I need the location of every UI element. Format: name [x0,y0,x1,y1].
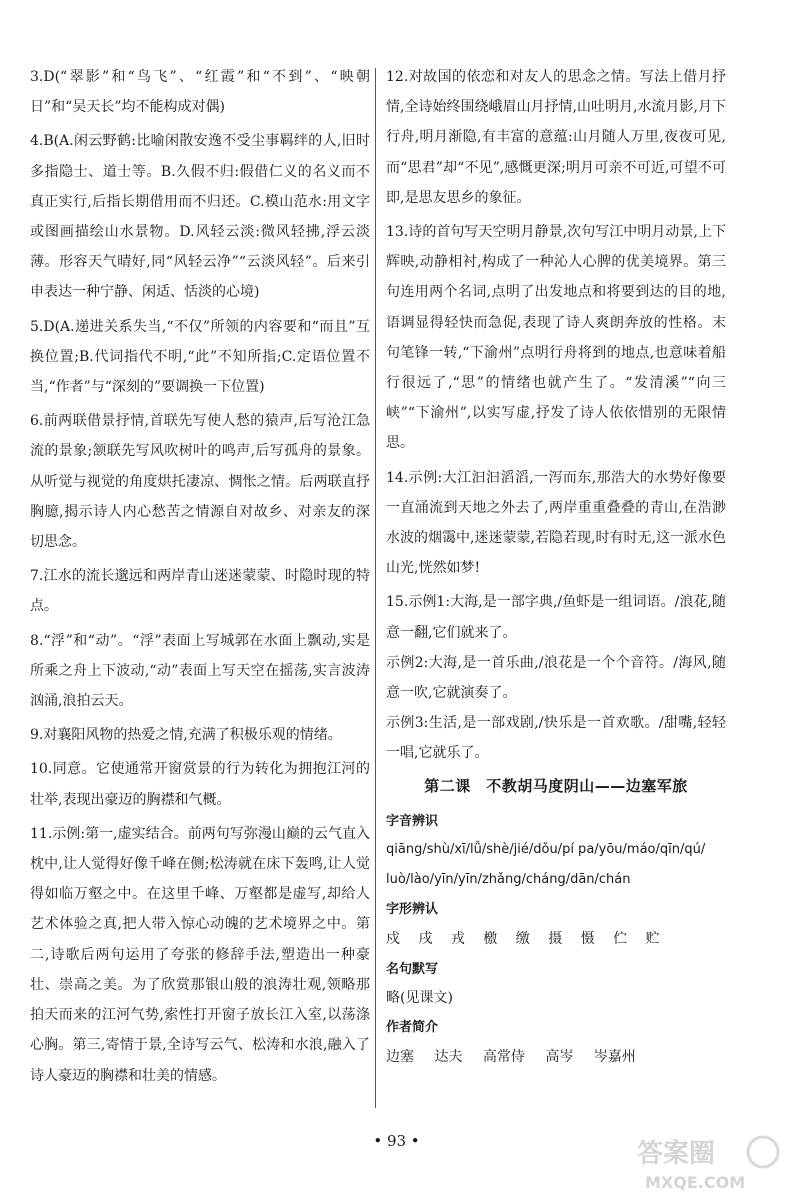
quote-answer: 略(见课文) [386,989,453,1006]
column-divider [375,68,376,1108]
right-column [386,62,726,1073]
answer-item-7: 7.江水的流长邈远和两岸青山迷迷蒙蒙、时隐时现的特点。 [30,568,370,615]
answer-item-10: 10.同意。它使通常开窗赏景的行为转化为拥抱江河的壮举,表现出豪迈的胸襟和气概。 [30,761,370,808]
author-heading: 作者简介 [386,1019,439,1035]
page-number: • 93 • [373,1132,420,1150]
answer-item-15-example-1: 15.示例1:大海,是一部字典,/鱼虾是一组词语。/浪花,随意一翻,它们就来了。 [386,594,726,641]
answer-item-15-example-2: 示例2:大海,是一首乐曲,/浪花是一个个音符。/海风,随意一吹,它就演奏了。 [386,654,726,702]
answer-item-13: 13.诗的首句写天空明月静景,次句写江中明月动景,上下辉映,动静相衬,构成了一种沁人心脾的优美境界。第三句连用两个名词,点明了出发地点和将要到达的目的地,语调显得轻快而急促,表现了诗人爽朗奔放的性格。末句笔锋一转,“下渝州”点明行舟将到的地点,也意味着船行很远了,“思”的情绪也就产生了。“发清溪”“向三峡”“下渝州”,以实写虚,抒发了诗人依依惜别的无限情思。 [386,224,726,452]
answer-item-9: 9.对襄阳风物的热爱之情,充满了积极乐观的情绪。 [30,727,342,744]
left-column [30,62,370,1091]
answer-item-5: 5.D(A.递进关系失当,“不仅”所领的内容要和“而且”互换位置;B.代词指代不明,“此”不知所指;C.定语位置不当,“作者”与“深刻的”要调换一下位置) [30,318,370,396]
watermark-logo [635,1132,785,1194]
watermark-url: MXQE.COM [645,1173,746,1192]
answer-item-3: 3.D(“翠影”和“鸟飞”、“红霞”和“不到”、“映朝日”和“吴天长”均不能构成对偶) [30,69,370,116]
glyph-heading: 字形辨认 [386,901,439,917]
answer-item-11: 11.示例:第一,虚实结合。前两句写弥漫山巅的云气直入枕中,让人觉得好像千峰在侧;松涛就在床下轰鸣,让人觉得如临万壑之中。在这里千峰、万壑都是虚写,却给人艺术体验之真,把人带入惊心动魄的艺术境界之中。第二,诗歌后两句运用了夸张的修辞手法,塑造出一种豪壮、崇高之美。为了欣赏那银山般的浪涛壮观,领略那拍天而来的江河气势,索性打开窗子放长江入室,以荡涤心胸。第三,寄情于景,全诗写云气、松涛和水浪,融入了诗人豪迈的胸襟和壮美的情感。 [30,825,370,1084]
quote-heading: 名句默写 [386,961,439,977]
pinyin-heading: 字音辨识 [386,813,439,829]
answer-item-6: 6.前两联借景抒情,首联先写使人愁的猿声,后写沧江急流的景象;颔联先写风吹树叶的鸣声,后写孤舟的景象。从听觉与视觉的角度烘托凄凉、惆怅之情。后两联直抒胸臆,揭示诗人内心愁苦之情源自对故乡、对亲友的深切思念。 [30,413,370,551]
answer-item-12: 12.对故国的依恋和对友人的思念之情。写法上借月抒情,全诗始终围绕峨眉山月抒情,山吐明月,水流月影,月下行舟,明月渐隐,有丰富的意蕴:山月随人万里,夜夜可见,而“思君”却“不见”,感慨更深;明月可亲不可近,可望不可即,是思友思乡的象征。 [386,69,726,206]
pinyin-answers-line-1: qiāng/shù/xī/lǚ/shè/jié/dǒu/pí pa/yōu/máo/qīn/qú/ [386,841,706,857]
glyph-answers: 戍 戌 戎 檄 缴 摄 慑 伫 贮 [386,930,661,947]
answer-item-15-example-3: 示例3:生活,是一部戏剧,/快乐是一首欢歌。/甜嘴,轻轻一唱,它就乐了。 [386,715,726,762]
lesson-title: 第二课 不教胡马度阴山——边塞军旅 [424,776,688,795]
author-answers: 边塞 达夫 高常侍 高岑 岑嘉州 [386,1048,636,1065]
answer-item-14: 14.示例:大江汩汩滔滔,一泻而东,那浩大的水势好像要一直涌流到天地之外去了,两岸重重叠叠的青山,在浩渺水波的烟霭中,迷迷蒙蒙,若隐若现,时有时无,这一派水色山光,恍然如梦! [386,469,726,577]
pinyin-answers-line-2: luò/lào/yīn/yīn/zhǎng/cháng/dān/chán [386,871,631,887]
answer-item-8: 8.“浮”和“动”。“浮”表面上写城郭在水面上飘动,实是所乘之舟上下波动,“动”表面上写天空在摇荡,实言波涛汹涌,浪拍云天。 [30,632,370,710]
answer-item-4: 4.B(A.闲云野鹤:比喻闲散安逸不受尘事羁绊的人,旧时多指隐士、道士等。B.久假不归:假借仁义的名义而不真正实行,后指长期借用而不归还。C.模山范水:用文字或图画描绘山水景物。D.风轻云淡:微风轻拂,浮云淡薄。形容天气晴好,同“风轻云净”“云淡风轻”。后来引申表达一种宁静、闲适、恬淡的心境) [30,133,370,301]
watermark-title: 答案圈 [637,1139,716,1169]
